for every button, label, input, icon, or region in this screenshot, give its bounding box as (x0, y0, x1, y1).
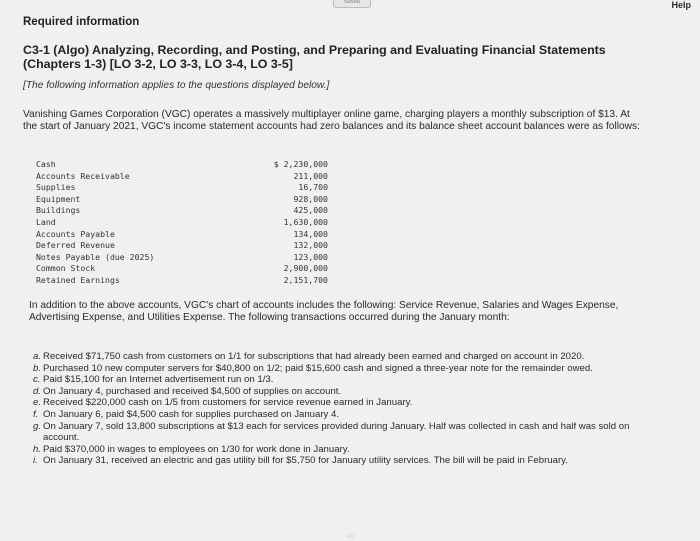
account-name: Accounts Receivable (36, 170, 130, 181)
transaction-letter: a. (33, 351, 42, 362)
transactions-list (33, 351, 658, 467)
list-item (33, 444, 658, 456)
table-row (36, 240, 328, 252)
table-row (36, 263, 328, 275)
intro-paragraph: Vanishing Games Corporation (VGC) operates a massively multiplayer online game, charging players a monthly subscription of $13. At the start of January 2021, VGC's income statement accounts had zero balances and its balance sheet account balances were as follows: (23, 109, 640, 132)
transaction-letter: c. (33, 374, 41, 386)
list-item (33, 397, 658, 409)
table-row (36, 194, 328, 206)
required-information-title: Required information (23, 16, 140, 28)
account-balance: 134,000 (293, 228, 328, 239)
transaction-letter: e. (33, 397, 42, 409)
account-name: Cash (36, 159, 56, 169)
transaction-letter: h. (33, 443, 42, 455)
list-item (33, 421, 658, 444)
account-balance: $ 2,230,000 (273, 159, 328, 169)
list-item (33, 386, 658, 398)
account-balance: 2,900,000 (283, 263, 328, 274)
table-row (36, 205, 328, 217)
transaction-letter: b. (33, 362, 42, 374)
transaction-text: Purchased 10 new computer servers for $40,800 on 1/2; paid $15,600 cash and signed a three-year note for the remainder owed. (43, 362, 593, 374)
transaction-text: Received $71,750 cash from customers on 1/1 for subscriptions that had already been earned and charged on account in 2020. (43, 351, 585, 362)
account-balance: 928,000 (293, 193, 328, 204)
table-row (36, 171, 328, 183)
account-name: Notes Payable (due 2025) (36, 251, 155, 262)
account-name: Supplies (36, 182, 76, 193)
transaction-text: On January 6, paid $4,500 cash for supplies purchased on January 4. (43, 408, 339, 420)
account-name: Common Stock (36, 263, 96, 274)
question-heading: C3-1 (Algo) Analyzing, Recording, and Posting, and Preparing and Evaluating Financial Statements (Chapters 1-3) [LO 3-2, LO 3-3, LO 3-4, LO 3-5] (23, 43, 606, 71)
transaction-text: On January 7, sold 13,800 subscriptions at $13 each for services provided during January. Half was collected in cash and half was sold on account. (43, 420, 630, 444)
balance-sheet-accounts-table (36, 159, 328, 287)
account-name: Land (36, 216, 56, 227)
transaction-text: On January 31, received an electric and gas utility bill for $5,750 for January utility services. The bill will be paid in February. (43, 455, 568, 467)
transaction-letter: d. (33, 385, 42, 397)
account-balance: 123,000 (293, 251, 328, 262)
account-name: Buildings (36, 205, 81, 216)
list-item (33, 409, 658, 421)
transaction-letter: i. (33, 455, 38, 467)
list-item (33, 363, 658, 375)
applies-note: [The following information applies to the questions displayed below.] (23, 80, 330, 91)
saved-indicator: Saved (333, 0, 371, 8)
table-row (36, 275, 328, 287)
additional-info-paragraph: In addition to the above accounts, VGC's chart of accounts includes the following: Service Revenue, Salaries and Wages Expense, Advertising Expense, and Utilities Expense. The following transactions occurred during the January month: (29, 300, 619, 323)
transaction-letter: f. (33, 408, 39, 420)
account-balance: 425,000 (293, 205, 328, 216)
account-balance: 211,000 (293, 170, 328, 181)
transaction-letter: g. (33, 420, 42, 432)
list-item (33, 455, 658, 467)
account-balance: 1,630,000 (283, 216, 328, 227)
account-balance: 16,700 (298, 182, 328, 193)
scroll-indicator-icon: ○○ (346, 533, 355, 540)
account-balance: 132,000 (293, 240, 328, 251)
account-name: Accounts Payable (36, 228, 115, 239)
list-item (33, 351, 658, 363)
transaction-text: Paid $15,100 for an Internet advertisement run on 1/3. (43, 374, 274, 386)
help-link[interactable]: Help (671, 0, 691, 10)
transaction-text: Paid $370,000 in wages to employees on 1/30 for work done in January. (43, 443, 350, 455)
list-item (33, 374, 658, 386)
table-row (36, 182, 328, 194)
account-balance: 2,151,700 (283, 274, 328, 285)
table-row (36, 217, 328, 229)
table-row (36, 252, 328, 264)
table-row (36, 159, 328, 171)
transaction-text: On January 4, purchased and received $4,500 of supplies on account. (43, 385, 342, 397)
table-row (36, 229, 328, 241)
account-name: Retained Earnings (36, 274, 120, 285)
account-name: Deferred Revenue (36, 240, 115, 251)
account-name: Equipment (36, 193, 81, 204)
transaction-text: Received $220,000 cash on 1/5 from customers for service revenue earned in January. (43, 397, 413, 409)
